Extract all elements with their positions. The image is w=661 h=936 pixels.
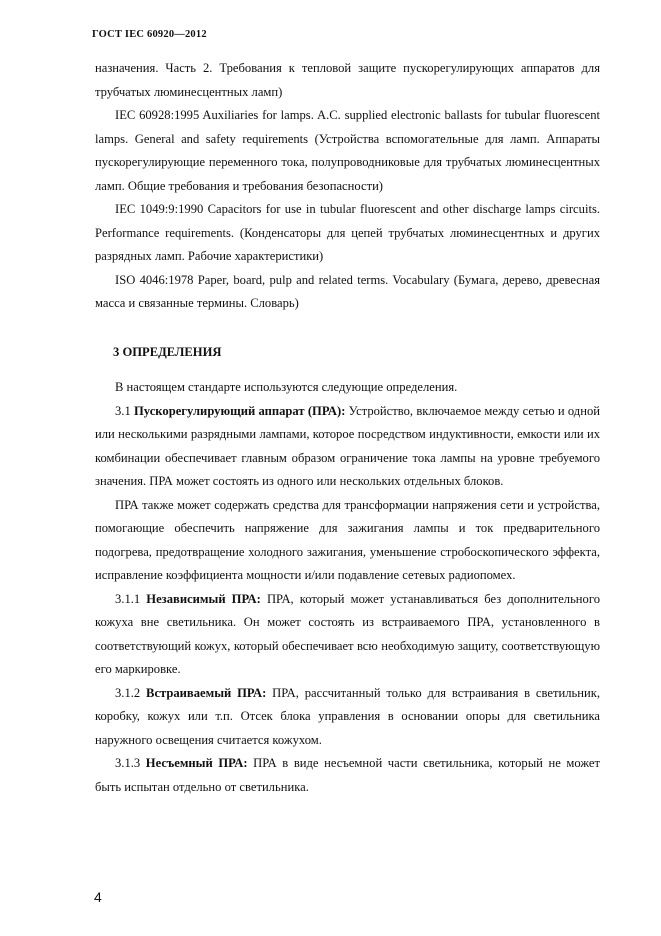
definition-text: ПРА, рассчитанный только для встраивания в светильник, коробку, кожух или т.п. Отсек блока управления в основании опоры для светильника наружного освещения считается кожухом. [95,685,600,747]
page-number: 4 [94,889,102,905]
definition-term: Встраиваемый ПРА: [146,685,267,700]
document-body [95,57,600,799]
definition-number: 3.1.2 [115,685,141,700]
reference-item: IEC 60928:1995 Auxiliaries for lamps. A.C. supplied electronic ballasts for tubular fluorescent lamps. General and safety requirements (Устройства вспомогательные для ламп. Аппараты пускорегулирующие переменного тока, полупроводниковые для трубчатых люминесцентных ламп. Общие требования и требования безопасности) [95,108,600,193]
reference-item: назначения. Часть 2. Требования к тепловой защите пускорегулирующих аппаратов для трубчатых люминесцентных ламп) [95,61,600,99]
reference-item: IEC 1049:9:1990 Capacitors for use in tubular fluorescent and other discharge lamps circuits. Performance requirements. (Конденсаторы для цепей трубчатых люминесцентных и других разрядных ламп. Рабочие характеристики) [95,202,600,263]
definition-text: Устройство, включаемое между сетью и одной или несколькими разрядными лампами, которое посредством индуктивности, емкости или их комбинации обеспечивает главным образом ограничение тока лампы на уровне требуемого значения. ПРА может состоять из одного или нескольких отдельных блоков. [95,403,600,488]
definition-number: 3.1.3 [115,756,141,770]
definition-3-1-3 [95,752,600,799]
definition-term: Несъемный ПРА: [145,756,248,770]
definition-term: Независимый ПРА: [146,591,261,606]
reference-item: ISO 4046:1978 Paper, board, pulp and related terms. Vocabulary (Бумага, дерево, древесная масса и связанные термины. Словарь) [95,272,600,310]
definition-text: ПРА, который может устанавливаться без дополнительного кожуха вне светильника. Он может состоять из встраиваемого ПРА, установленного в соответствующий кожух, который обеспечивает всю необходимую защиту, соответствующую его маркировке. [95,591,600,676]
section-heading: 3 ОПРЕДЕЛЕНИЯ [113,344,222,359]
definition-3-1-2 [95,682,600,753]
definition-number: 3.1 [115,403,131,418]
section-intro: В настоящем стандарте используются следующие определения. [115,380,458,394]
definition-3-1-1 [95,588,600,682]
definition-text: ПРА также может содержать средства для трансформации напряжения сети и устройства, помогающие обеспечить напряжение для зажигания лампы и ток предварительного подогрева, предотвращение холодного зажигания, уменьшение стробоскопического эффекта, исправление коэффициента мощности и/или подавление сетевых радиопомех. [95,497,600,582]
definition-text: ПРА в виде несъемной части светильника, который не может быть испытан отдельно от светильника. [95,756,600,794]
document-header: ГОСТ IEC 60920—2012 [92,29,207,40]
definition-term: Пускорегулирующий аппарат (ПРА): [134,403,346,418]
definition-3-1-continued [95,494,600,588]
definition-number: 3.1.1 [115,591,141,606]
definition-3-1 [95,400,600,494]
